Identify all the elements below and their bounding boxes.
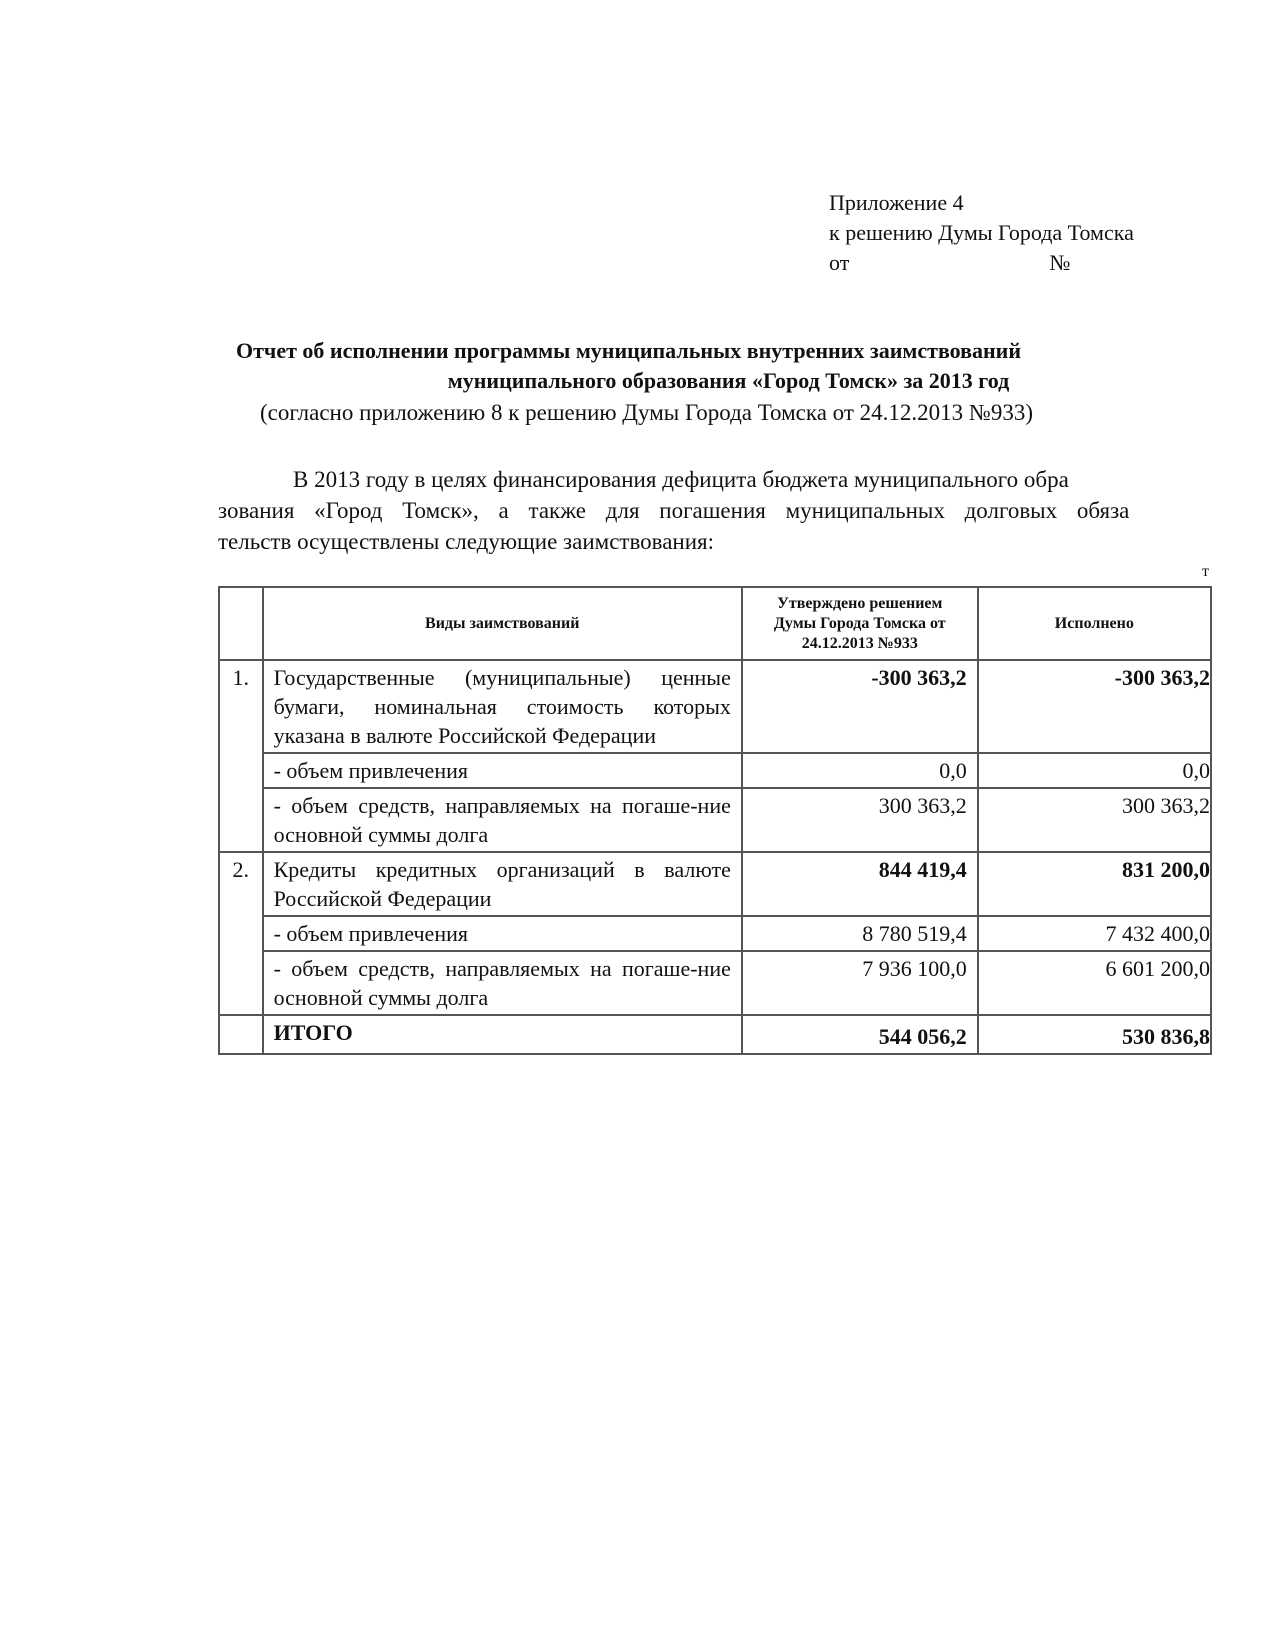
row-approved: 544 056,2	[742, 1015, 978, 1054]
row-approved: 0,0	[742, 753, 978, 788]
header-type: Виды заимствований	[263, 587, 742, 660]
appendix-header	[829, 188, 1134, 278]
intro-line: В 2013 году в целях финансирования дефицита бюджета муниципального обра	[293, 467, 1069, 492]
table-total-row	[219, 1015, 1211, 1054]
report-title-line2: муниципального образования «Город Томск» за 2013 год	[447, 368, 1010, 393]
row-executed: 7 432 400,0	[978, 916, 1211, 951]
table-row	[219, 788, 1211, 852]
row-executed: 6 601 200,0	[978, 951, 1211, 1015]
table-header-row	[219, 587, 1211, 660]
row-num: 1.	[219, 660, 263, 852]
borrowings-table	[218, 586, 1212, 1055]
table-row	[219, 753, 1211, 788]
row-num: 2.	[219, 852, 263, 1015]
row-type: - объем привлечения	[263, 916, 742, 951]
row-type: Кредиты кредитных организаций в валюте Российской Федерации	[263, 852, 742, 916]
table-row	[219, 916, 1211, 951]
appendix-number: Приложение 4	[829, 190, 964, 215]
table-row	[219, 951, 1211, 1015]
header-num	[219, 587, 263, 660]
row-type: - объем привлечения	[263, 753, 742, 788]
report-title-line1: Отчет об исполнении программы муниципальных внутренних заимствований	[236, 338, 1022, 363]
row-executed: -300 363,2	[978, 660, 1211, 753]
row-approved: 8 780 519,4	[742, 916, 978, 951]
row-approved: 7 936 100,0	[742, 951, 978, 1015]
table-row	[219, 852, 1211, 916]
row-type: - объем средств, направляемых на погаше-ние основной суммы долга	[263, 951, 742, 1015]
row-num	[219, 1015, 263, 1054]
row-executed: 530 836,8	[978, 1015, 1211, 1054]
table-row	[219, 660, 1211, 753]
appendix-decision: к решению Думы Города Томска	[829, 220, 1134, 245]
row-approved: 300 363,2	[742, 788, 978, 852]
from-label: от	[829, 250, 850, 275]
intro-paragraph	[218, 464, 1212, 557]
header-executed: Исполнено	[978, 587, 1211, 660]
row-executed: 0,0	[978, 753, 1211, 788]
appendix-date-line	[829, 248, 1134, 278]
header-approved: Утверждено решением Думы Города Томска от 24.12.2013 №933	[742, 587, 978, 660]
row-executed: 300 363,2	[978, 788, 1211, 852]
unit-label: т	[1202, 563, 1209, 580]
row-approved: 844 419,4	[742, 852, 978, 916]
row-type: Государственные (муниципальные) ценные бумаги, номинальная стоимость которых указана в валюте Российской Федерации	[263, 660, 742, 753]
row-type: ИТОГО	[263, 1015, 742, 1054]
number-sign: №	[1049, 250, 1071, 275]
row-approved: -300 363,2	[742, 660, 978, 753]
row-type: - объем средств, направляемых на погаше-ние основной суммы долга	[263, 788, 742, 852]
row-executed: 831 200,0	[978, 852, 1211, 916]
report-subtitle: (согласно приложению 8 к решению Думы Города Томска от 24.12.2013 №933)	[260, 400, 1034, 425]
intro-line: тельств осуществлены следующие заимствования:	[218, 529, 715, 554]
intro-line: зования «Город Томск», а также для погашения муниципальных долговых обяза	[218, 498, 1130, 523]
